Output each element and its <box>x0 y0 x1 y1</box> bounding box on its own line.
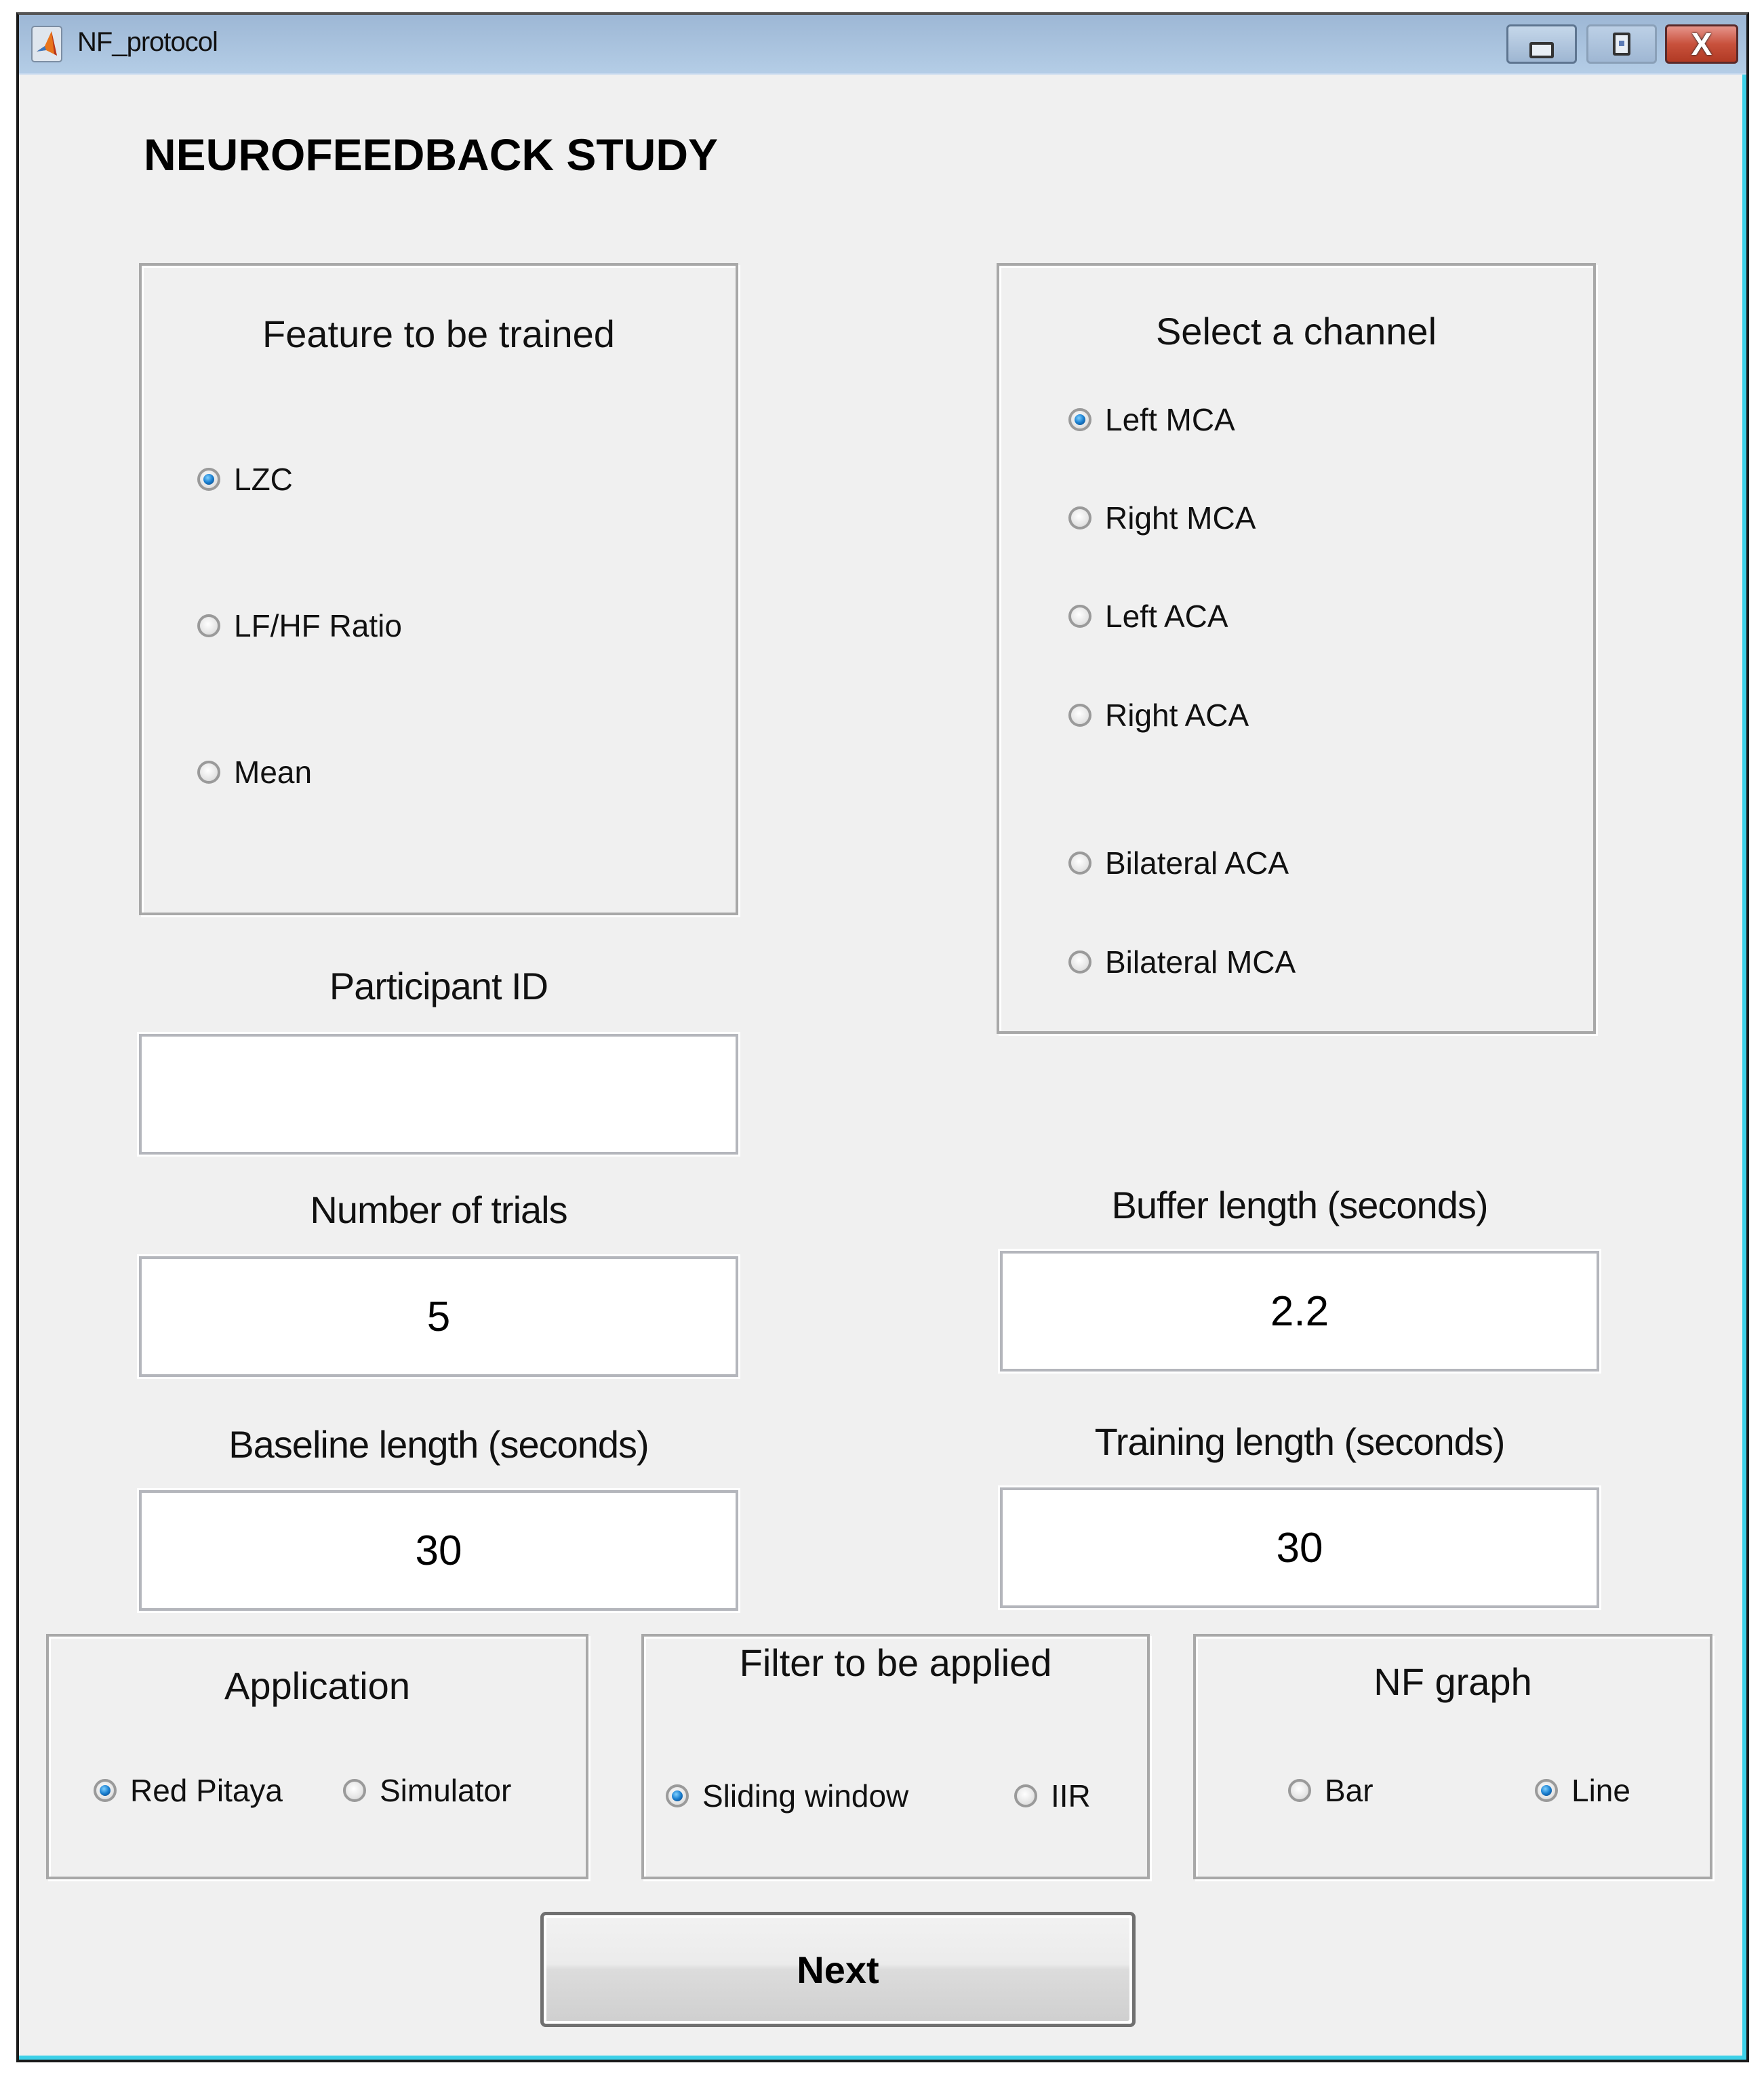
radio-filter-iir[interactable] <box>1014 1778 1091 1814</box>
buffer-length-label: Buffer length (seconds) <box>1111 1184 1488 1226</box>
participant-id-input[interactable] <box>139 1034 738 1155</box>
maximize-button[interactable] <box>1586 24 1657 64</box>
participant-id-label: Participant ID <box>329 965 548 1007</box>
maximize-icon <box>1613 33 1630 56</box>
radio-channel-right-aca[interactable] <box>1068 697 1249 734</box>
minimize-icon <box>1529 42 1554 58</box>
baseline-length-input[interactable] <box>139 1490 738 1611</box>
nf-graph-panel-title: NF graph <box>1374 1660 1532 1703</box>
buffer-length-input[interactable] <box>1000 1251 1599 1372</box>
number-of-trials-label: Number of trials <box>310 1188 567 1231</box>
matlab-logo-icon <box>31 26 62 62</box>
minimize-button[interactable] <box>1506 24 1577 64</box>
radio-unselected-icon <box>197 761 220 784</box>
radio-unselected-icon <box>197 614 220 637</box>
close-icon: X <box>1691 26 1712 62</box>
radio-label: Bar <box>1325 1773 1374 1808</box>
page-title: NEUROFEEDBACK STUDY <box>144 129 719 180</box>
radio-label: Bilateral ACA <box>1105 845 1289 881</box>
radio-unselected-icon <box>1014 1784 1037 1807</box>
application-panel <box>46 1634 588 1879</box>
radio-graph-bar[interactable] <box>1288 1772 1374 1809</box>
number-of-trials-input[interactable] <box>139 1256 738 1377</box>
radio-unselected-icon <box>1068 506 1091 529</box>
radio-label: Bilateral MCA <box>1105 944 1296 980</box>
close-button[interactable] <box>1665 24 1738 64</box>
training-length-label: Training length (seconds) <box>1094 1420 1505 1463</box>
radio-label: Right MCA <box>1105 500 1256 536</box>
radio-selected-icon <box>1535 1779 1558 1802</box>
radio-unselected-icon <box>1068 605 1091 628</box>
title-bar[interactable] <box>19 15 1746 75</box>
radio-feature-lzc[interactable] <box>197 461 293 498</box>
radio-selected-icon <box>1068 408 1091 431</box>
channel-panel <box>997 263 1596 1034</box>
radio-unselected-icon <box>1068 950 1091 974</box>
radio-label: Simulator <box>380 1773 512 1808</box>
radio-label: Line <box>1571 1773 1630 1808</box>
radio-channel-bilateral-aca[interactable] <box>1068 845 1289 881</box>
radio-filter-sliding-window[interactable] <box>666 1778 908 1814</box>
radio-label: LZC <box>234 462 293 497</box>
feature-panel-title: Feature to be trained <box>262 313 615 355</box>
radio-selected-icon <box>94 1779 117 1802</box>
radio-label: Red Pitaya <box>130 1773 283 1808</box>
radio-label: Left MCA <box>1105 402 1235 437</box>
application-panel-title: Application <box>224 1664 410 1707</box>
radio-application-simulator[interactable] <box>343 1772 511 1809</box>
radio-label: Left ACA <box>1105 599 1228 634</box>
radio-unselected-icon <box>1068 704 1091 727</box>
next-button[interactable] <box>540 1912 1136 2027</box>
radio-graph-line[interactable] <box>1535 1772 1630 1809</box>
radio-feature-lf-hf-ratio[interactable] <box>197 607 402 644</box>
radio-label: Right ACA <box>1105 698 1249 733</box>
radio-unselected-icon <box>1288 1779 1311 1802</box>
app-window <box>16 12 1749 2062</box>
filter-panel-title: Filter to be applied <box>739 1641 1052 1684</box>
radio-selected-icon <box>666 1784 689 1807</box>
training-length-input[interactable] <box>1000 1487 1599 1608</box>
channel-panel-title: Select a channel <box>1155 310 1437 353</box>
radio-label: IIR <box>1051 1778 1091 1814</box>
radio-feature-mean[interactable] <box>197 754 312 790</box>
radio-label: LF/HF Ratio <box>234 608 402 643</box>
filter-panel <box>641 1634 1150 1879</box>
radio-label: Sliding window <box>702 1778 909 1814</box>
next-button-label: Next <box>797 1948 879 1991</box>
radio-unselected-icon <box>343 1779 366 1802</box>
window-title: NF_protocol <box>77 27 218 57</box>
radio-application-red-pitaya[interactable] <box>94 1772 283 1809</box>
radio-channel-right-mca[interactable] <box>1068 500 1256 536</box>
baseline-length-label: Baseline length (seconds) <box>228 1423 649 1466</box>
radio-channel-left-aca[interactable] <box>1068 598 1228 635</box>
nf-graph-panel <box>1193 1634 1712 1879</box>
radio-channel-left-mca[interactable] <box>1068 401 1235 438</box>
radio-label: Mean <box>234 755 313 790</box>
radio-selected-icon <box>197 468 220 491</box>
feature-panel <box>139 263 738 915</box>
radio-channel-bilateral-mca[interactable] <box>1068 944 1296 980</box>
radio-unselected-icon <box>1068 852 1091 875</box>
